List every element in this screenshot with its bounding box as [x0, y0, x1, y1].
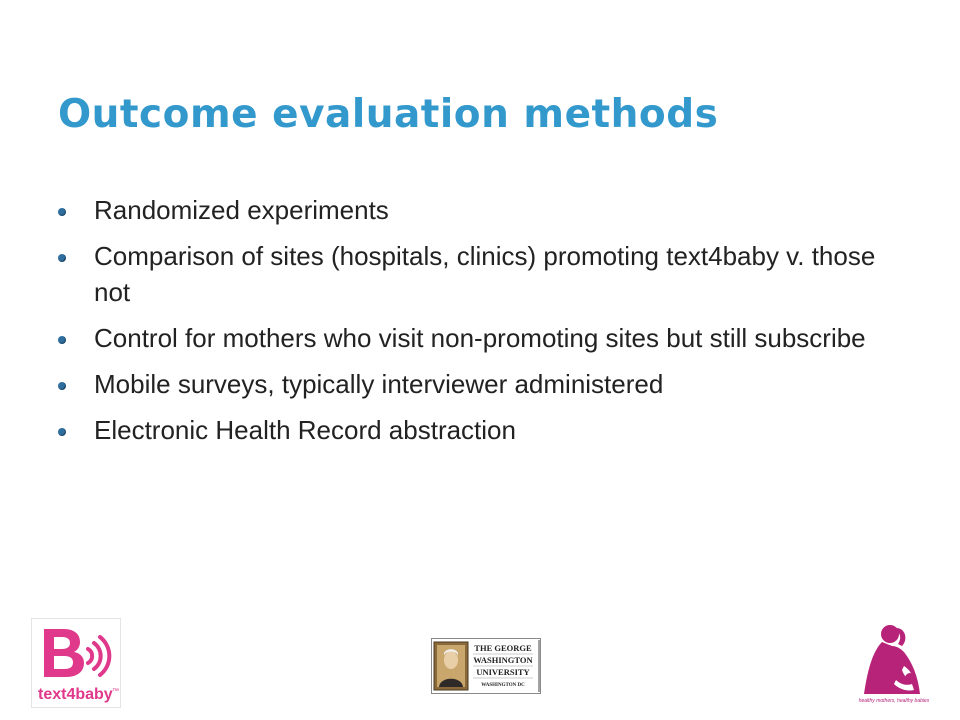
bullet-item	[58, 320, 918, 356]
bullet-text: Control for mothers who visit non-promoting sites but still subscribe	[94, 323, 866, 353]
gwu-logo	[431, 638, 541, 694]
bullet-text: Mobile surveys, typically interviewer administered	[94, 369, 664, 399]
bullet-icon	[58, 382, 66, 390]
slide-title: Outcome evaluation methods	[58, 92, 719, 137]
bullet-icon	[58, 428, 66, 436]
bullet-list	[58, 192, 918, 458]
bullet-text: Comparison of sites (hospitals, clinics) promoting text4baby v. those not	[94, 241, 876, 307]
text4baby-logo	[31, 618, 121, 708]
mother-baby-icon	[856, 622, 932, 704]
bullet-text: Electronic Health Record abstraction	[94, 415, 516, 445]
gwu-line4: WASHINGTON DC	[481, 683, 525, 688]
gwu-logo-icon	[431, 638, 541, 694]
bullet-icon	[58, 254, 66, 262]
gwu-line2: WASHINGTON	[473, 655, 533, 665]
text4baby-logo-text: text4baby	[38, 686, 113, 703]
bullet-item	[58, 412, 918, 448]
bullet-item	[58, 238, 918, 310]
bullet-item	[58, 366, 918, 402]
healthy-mothers-logo	[856, 622, 932, 704]
bullet-icon	[58, 336, 66, 344]
healthy-mothers-tagline: healthy mothers, healthy babies	[858, 698, 930, 704]
bullet-item	[58, 192, 918, 228]
bullet-icon	[58, 208, 66, 216]
text4baby-logo-tm: ™	[112, 688, 119, 695]
text4baby-logo-icon	[32, 619, 120, 707]
gwu-line1: THE GEORGE	[474, 643, 532, 653]
bullet-text: Randomized experiments	[94, 195, 389, 225]
gwu-line3: UNIVERSITY	[476, 667, 530, 677]
